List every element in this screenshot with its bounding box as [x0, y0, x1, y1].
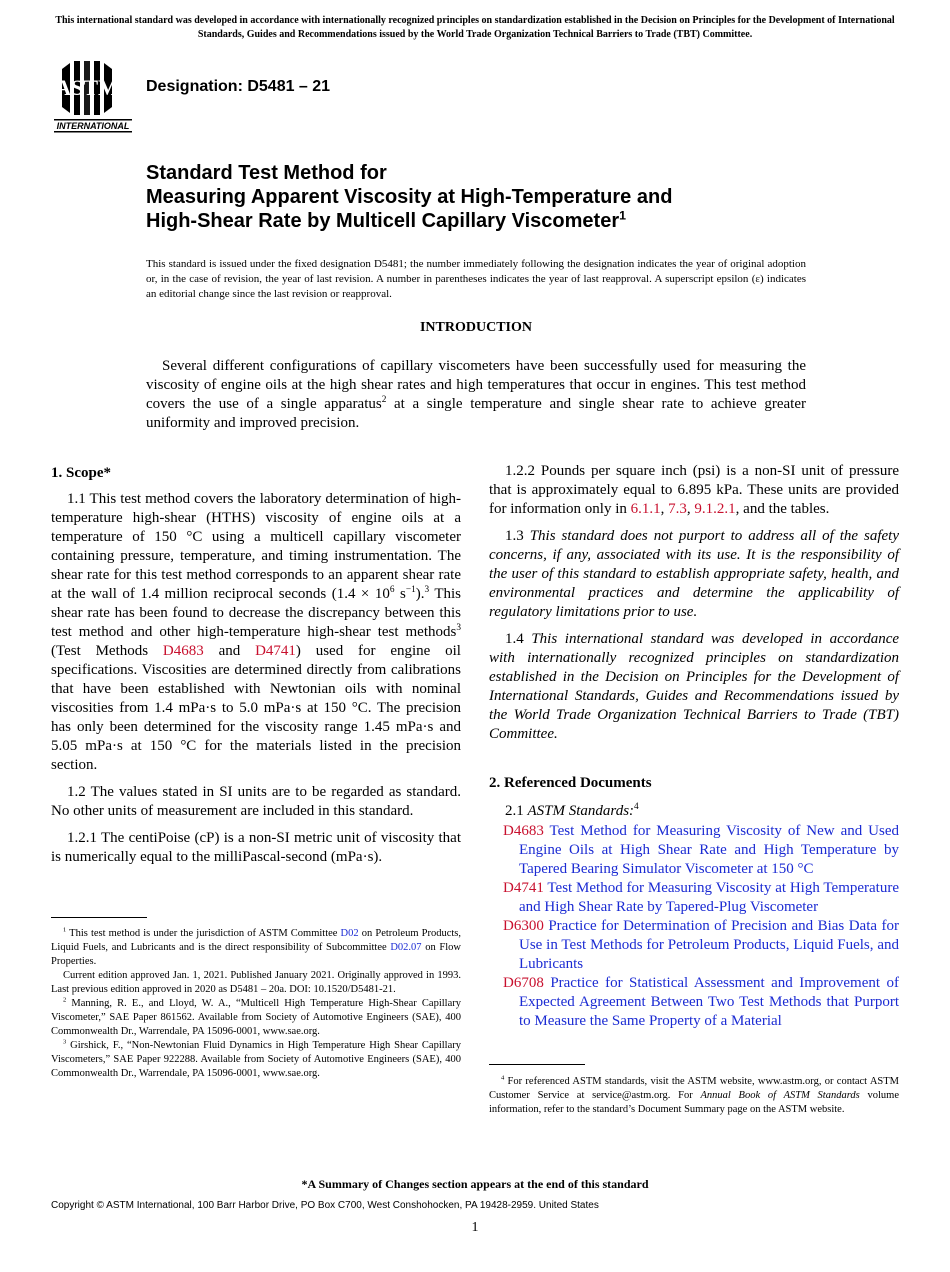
title-footnote-mark: 1: [619, 208, 627, 223]
svg-text:ASTM: ASTM: [55, 75, 119, 100]
document-title: [146, 161, 866, 233]
title-line-3: [146, 209, 866, 233]
footnote-1: $^1$ This test method is under the jurisdiction of ASTM Committee D02 on Petroleum Products, Liquid Fuels, and Lubricants and is the direct responsibility of Subcommittee D02.07 on Flow Properties.: [51, 926, 462, 967]
link-7-3[interactable]: 7.3: [668, 501, 687, 517]
scope-1-2: 1.2 The values stated in SI units are to be regarded as standard. No other units of measurement are included in this standard.: [51, 784, 461, 819]
scope-1-1: 1.1 This test method covers the laboratory determination of high-temperature high-shear (HTHS) viscosity of engine oils at a temperature of 150 °C using a multicell capillary viscometer containing pressure, temperature, and timing instrumentation. The shear rate for this test method corresponds to an apparent shear rate at the wall of 1.4 million reciprocal seconds ($1.4 \times 10^6$ $s^{-1}).^3$ This shear rate has been found to decrease the discrepancy between this test method and other high-temperature high-shear test methods$^3$ (Test Methods D4683 and D4741) used for engine oil specifications. Viscosities are determined directly from calibrations that have been established with Newtonian oils with nominal viscosities from 1.4 mPa·s to 5.0 mPa·s at 150 °C. The precision has only been determined for the viscosity range 1.45 mPa·s and 5.05 mPa·s at 150 °C for the materials listed in the precision section.: [51, 491, 462, 773]
reference-item[interactable]: D4683 Test Method for Measuring Viscosity of New and Used Engine Oils at High Shear Rate and High Temperature by Tapered Bearing Simulator Viscometer at 150 °C: [503, 823, 899, 877]
link-d4741[interactable]: D4741: [255, 643, 296, 659]
astm-standards-label: 2.1 ASTM Standards:$^4$: [505, 802, 639, 819]
issued-statement: This standard is issued under the fixed designation D5481; the number immediately following the designation indicates the year of original adoption or, in the case of revision, the year of last revision. A number in parentheses indicates the year of last reapproval. A superscript epsilon (ε) indicates an editorial change since the last revision or reapproval.: [146, 258, 806, 300]
logo-label: INTERNATIONAL: [56, 121, 130, 131]
title-line-1: Standard Test Method for: [146, 162, 387, 184]
title-line-2: Measuring Apparent Viscosity at High-Temperature and: [146, 186, 673, 208]
footnote-rule-left: [51, 917, 147, 918]
page-number: 1: [471, 1220, 479, 1235]
designation: Designation: D5481 – 21: [146, 78, 331, 95]
scope-heading: 1. Scope*: [51, 465, 111, 481]
scope-continued: [489, 462, 899, 744]
title-line-3-text: High-Shear Rate by Multicell Capillary Viscometer: [146, 210, 620, 232]
link-d4683[interactable]: D4683: [162, 643, 204, 659]
scope-1-2-2: 1.2.2 Pounds per square inch (psi) is a non-SI unit of pressure that is approximately equal to 6.895 kPa. These units are provided for information only in 6.1.1, 7.3, 9.1.2.1, and the tables.: [489, 463, 899, 517]
astm-logo: [52, 57, 134, 133]
astm-logo-icon: [52, 57, 134, 133]
scope-1-3: 1.3 This standard does not purport to address all of the safety concerns, if any, associated with its use. It is the responsibility of the user of this standard to establish appropriate safety, health, and environmental practices and determine the applicability of regulatory limitations prior to use.: [489, 528, 900, 620]
link-6-1-1[interactable]: 6.1.1: [630, 501, 661, 517]
scope-1-4: 1.4 This international standard was developed in accordance with internationally recognized principles on standardization established in the Decision on Principles for the Development of International Standards, Guides and Recommendations issued by the World Trade Organization Technical Barriers to Trade (TBT) Committee.: [489, 631, 900, 742]
scope-1-2-1: 1.2.1 The centiPoise (cP) is a non-SI metric unit of viscosity that is numerically equal to the milliPascal-second (mPa·s).: [51, 830, 461, 865]
scope-section: [51, 490, 461, 867]
link-d02[interactable]: D02: [340, 928, 359, 939]
reference-item[interactable]: D4741 Test Method for Measuring Viscosity at High Temperature and High Shear Rate by Tapered-Plug Viscometer: [503, 880, 899, 915]
footnote-4: $^4$ For referenced ASTM standards, visit the ASTM website, www.astm.org, or contact ASTM Customer Service at service@astm.org. For Annual Book of ASTM Standards volume information, refer to the standard’s Document Summary page on the ASTM website.: [489, 1074, 899, 1115]
footnotes-left: [51, 927, 461, 1081]
reference-list: [489, 822, 899, 1031]
footnote-2: $^2$ Manning, R. E., and Lloyd, W. A., “Multicell High Temperature High-Shear Capillary Viscometer,” SAE Paper 861562. Available from Society of Automotive Engineers (SAE), 400 Commonwealth Dr., Warrendale, PA 15096-0001, www.sae.org.: [51, 996, 461, 1037]
summary-note: *A Summary of Changes section appears at the end of this standard: [301, 1177, 649, 1191]
footnote-3: $^3$ Girshick, F., “Non-Newtonian Fluid Dynamics in High Temperature High Shear Capillary Viscometers,” SAE Paper 922288. Available from Society of Automotive Engineers (SAE), 400 Commonwealth Dr., Warrendale, PA 15096-0001, www.sae.org.: [51, 1038, 461, 1079]
copyright: Copyright © ASTM International, 100 Barr Harbor Drive, PO Box C700, West Conshohocken, PA 19428-2959. United States: [51, 1200, 599, 1211]
link-9-1-2-1[interactable]: 9.1.2.1: [694, 501, 736, 517]
footnote-rule-right: [489, 1064, 585, 1065]
referenced-heading: 2. Referenced Documents: [489, 775, 652, 791]
link-d02-07[interactable]: D02.07: [390, 942, 422, 953]
header-notice: This international standard was developed in accordance with internationally recognized principles on standardization established in the Decision on Principles for the Development of International Standards, Guides and Recommendations issued by the World Trade Organization Technical Barriers to Trade (TBT) Committee.: [55, 15, 895, 40]
introduction-text: Several different configurations of capillary viscometers have been successfully used for measuring the viscosity of engine oils at the high shear rates and high temperatures that occur in engines. This test method covers the use of a single apparatus$^2$ at a single temperature and single shear rate to achieve greater uniformity and improved precision.: [146, 358, 806, 431]
reference-item[interactable]: D6708 Practice for Statistical Assessment and Improvement of Expected Agreement Between Two Test Methods that Purport to Measure the Same Property of a Material: [503, 975, 900, 1029]
edition-note: Current edition approved Jan. 1, 2021. Published January 2021. Originally approved in 1993. Last previous edition approved in 2020 as D5481 – 20a. DOI: 10.1520/D5481-21.: [51, 970, 461, 995]
introduction-heading: INTRODUCTION: [419, 320, 532, 335]
reference-item[interactable]: D6300 Practice for Determination of Precision and Bias Data for Use in Test Methods for Petroleum Products, Liquid Fuels, and Lubricants: [503, 918, 900, 972]
